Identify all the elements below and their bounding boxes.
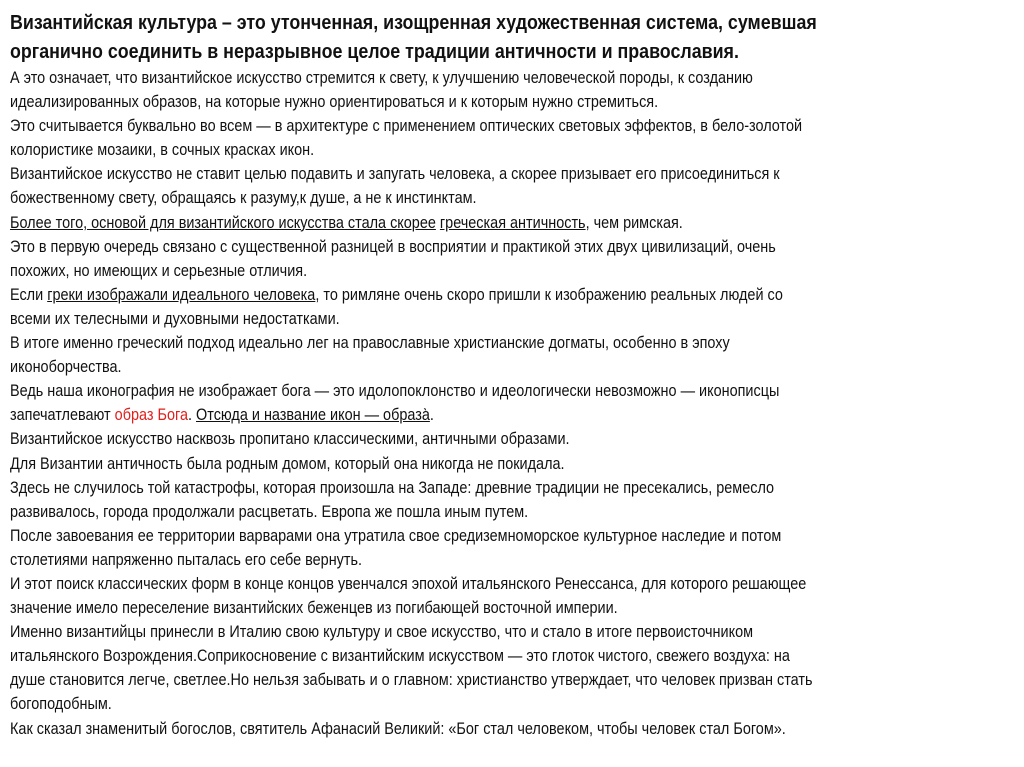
text-segment: После завоевания ее территории варварами она утратила свое средиземноморское культурное наследие и потом <box>10 525 782 545</box>
text-segment: И этот поиск классических форм в конце концов увенчался эпохой итальянского Ренессанса, для которого решающее <box>10 573 807 593</box>
body-line <box>10 66 1019 90</box>
text-segment: Как сказал знаменитый богослов, святитель Афанасий Великий: «Бог стал человеком, чтобы человек стал Богом». <box>10 718 786 738</box>
body-line <box>10 500 1019 524</box>
body-line <box>10 668 1019 692</box>
underlined-text: греческая античность <box>439 212 586 232</box>
body-line <box>10 548 1019 572</box>
body-line <box>10 403 1019 427</box>
body-line <box>10 331 1019 355</box>
text-segment: идеализированных образов, на которые нужно ориентироваться и к которым нужно стремиться. <box>10 92 659 112</box>
body-line <box>10 186 1019 210</box>
text-segment: Для Византии античность была родным домом, который она никогда не покидала. <box>10 453 565 473</box>
text-segment: Здесь не случилось той катастрофы, которая произошла на Западе: древние традиции не пресекались, ремесло <box>10 477 775 497</box>
body-line <box>10 476 1019 500</box>
body-line <box>10 162 1019 186</box>
body-line <box>10 524 1019 548</box>
highlighted-text: образ Бога <box>114 405 188 425</box>
text-segment: , то римляне очень скоро пришли к изображению реальных людей со <box>315 284 783 304</box>
text-segment: Ведь наша иконография не изображает бога — это идолопоклонство и идеологически невозможно — иконописцы <box>10 381 780 401</box>
text-segment: душе становится легче, светлее.Но нельзя забывать и о главном: христианство утверждает, что человек призван стать <box>10 670 813 690</box>
text-segment: органично соединить в неразрывное целое традиции античности и православия <box>10 40 734 63</box>
body-line <box>10 452 1019 476</box>
text-segment: Византийская культура – это утонченная, изощренная художественная система, сумевшая <box>10 11 817 34</box>
text-segment: значение имело переселение византийских беженцев из погибающей восточной империи. <box>10 598 618 618</box>
text-segment: запечатлевают <box>10 405 115 425</box>
text-segment: божественному свету, обращаясь к разуму,к душе, а не к инстинктам. <box>10 188 477 208</box>
text-segment: Это считывается буквально во всем — в архитектуре с применением оптических световых эффектов, в бело-золотой <box>10 116 803 136</box>
body-line <box>10 692 1019 716</box>
body-line <box>10 427 1019 451</box>
title-line <box>10 8 1019 37</box>
body-line <box>10 307 1019 331</box>
body-line <box>10 211 1019 235</box>
text-segment: Византийское искусство не ставит целью подавить и запугать человека, а скорее призывает его присоединиться к <box>10 164 780 184</box>
body-line <box>10 572 1019 596</box>
body-line <box>10 355 1019 379</box>
text-segment: . <box>733 40 739 63</box>
text-segment: итальянского Возрождения.Соприкосновение с византийским искусством — это глоток чистого, свежего воздуха: на <box>10 646 790 666</box>
body-line <box>10 596 1019 620</box>
body-line <box>10 283 1019 307</box>
text-segment: В итоге именно греческий подход идеально лег на православные христианские догматы, особенно в эпоху <box>10 333 730 353</box>
text-segment: . <box>429 405 434 425</box>
text-segment: А это означает, что византийское искусство стремится к свету, к улучшению человеческой породы, к созданию <box>10 68 753 87</box>
text-segment: Именно византийцы принесли в Италию свою культуру и свое искусство, что и стало в итоге первоисточником <box>10 622 754 642</box>
body-line <box>10 235 1019 259</box>
slide-title <box>10 8 1019 66</box>
text-segment: , чем римская. <box>585 212 683 232</box>
underlined-text: Отсюда и название икон — образа̀ <box>196 405 430 425</box>
slide-content <box>10 8 1019 741</box>
text-segment: . <box>187 405 197 425</box>
text-segment: колористике мозаики, в сочных красках икон. <box>10 140 315 160</box>
text-segment: иконоборчества. <box>10 357 122 377</box>
text-segment: богоподобным. <box>10 694 112 714</box>
text-segment: столетиями напряженно пыталась его себе вернуть. <box>10 549 363 569</box>
body-line <box>10 138 1019 162</box>
text-segment: всеми их телесными и духовными недостатками. <box>10 308 340 328</box>
underlined-text: Более того, основой для византийского искусства стала скорее <box>10 212 436 232</box>
title-line <box>10 37 1019 66</box>
text-segment: Византийское искусство насквозь пропитано классическими, античными образами. <box>10 429 570 449</box>
text-segment: похожих, но имеющих и серьезные отличия. <box>10 260 308 280</box>
slide-body <box>10 66 1019 741</box>
text-segment: развивалось, города продолжали расцветать. Европа же пошла иным путем. <box>10 501 529 521</box>
underlined-text: греки изображали идеального человека <box>47 284 316 304</box>
body-line <box>10 644 1019 668</box>
text-segment: Если <box>10 284 48 304</box>
body-line <box>10 717 1019 741</box>
text-segment: Это в первую очередь связано с существенной разницей в восприятии и практикой этих двух цивилизаций, очень <box>10 236 776 256</box>
body-line <box>10 90 1019 114</box>
body-line <box>10 259 1019 283</box>
body-line <box>10 620 1019 644</box>
body-line <box>10 379 1019 403</box>
body-line <box>10 114 1019 138</box>
